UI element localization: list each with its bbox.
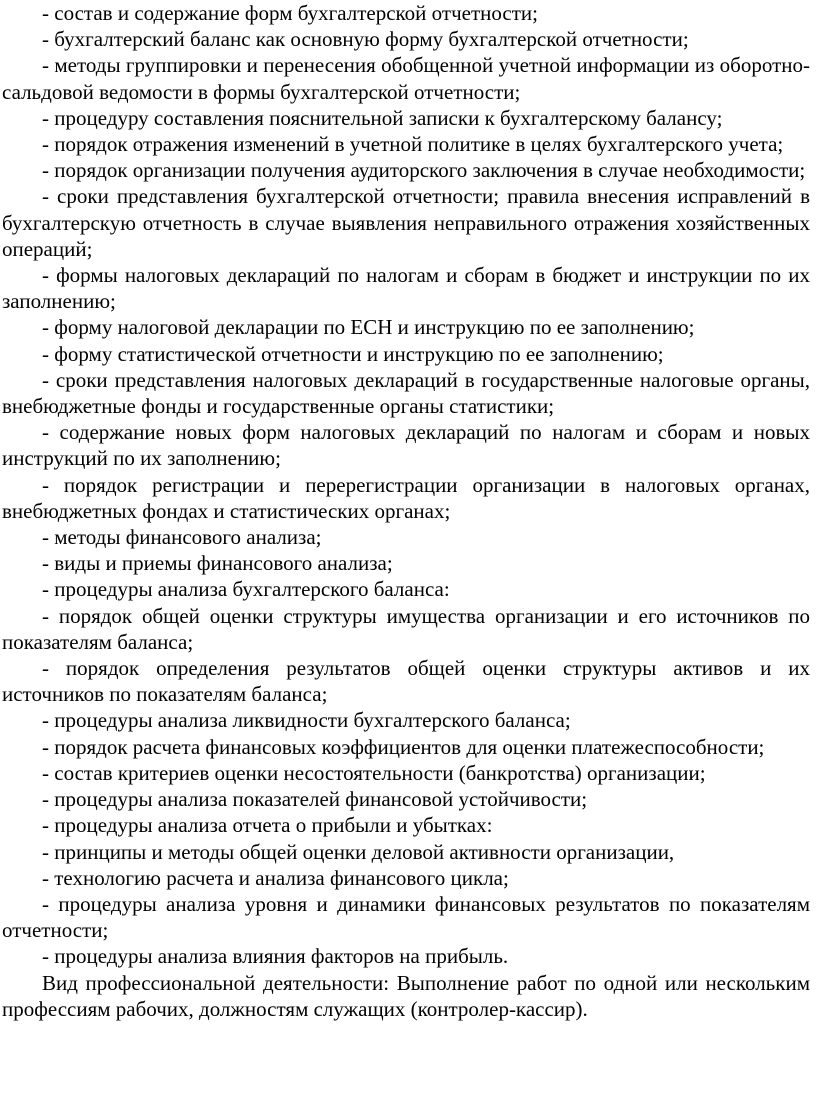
- paragraph: - состав и содержание форм бухгалтерской отчетности;: [42, 1, 538, 25]
- paragraph: - порядок регистрации и перерегистрации организации в налоговых органах, внебюджетных фондах и статистических органах;: [2, 472, 810, 523]
- activity-type-paragraph: Вид профессиональной деятельности: Выполнение работ по одной или нескольким профессиям рабочих, должностям служащих (контролер-кассир).: [2, 970, 810, 1021]
- paragraph: - сроки представления бухгалтерской отчетности; правила внесения исправлений в бухгалтерскую отчетность в случае выявления неправильного отражения хозяйственных операций;: [2, 184, 810, 261]
- paragraph: - принципы и методы общей оценки деловой активности организации,: [42, 839, 675, 864]
- paragraph: - виды и приемы финансового анализа;: [42, 551, 393, 576]
- paragraph: - процедуры анализа влияния факторов на прибыль.: [42, 944, 509, 969]
- document-body: [2, 0, 810, 1022]
- paragraph: - порядок общей оценки структуры имущества организации и его источников по показателям баланса;: [2, 603, 810, 654]
- paragraph: - состав критериев оценки несостоятельности (банкротства) организации;: [42, 760, 706, 785]
- paragraph: - порядок организации получения аудиторского заключения в случае необходимости;: [42, 158, 806, 183]
- paragraph: - формы налоговых деклараций по налогам и сборам в бюджет и инструкции по их заполнению;: [2, 263, 810, 314]
- paragraph: - бухгалтерский баланс как основную форму бухгалтерской отчетности;: [42, 27, 689, 52]
- paragraph: - порядок отражения изменений в учетной политике в целях бухгалтерского учета;: [42, 132, 784, 157]
- paragraph: - процедуры анализа ликвидности бухгалтерского баланса;: [42, 708, 571, 733]
- paragraph: - процедуры анализа бухгалтерского баланса:: [42, 577, 450, 602]
- paragraph: - технологию расчета и анализа финансового цикла;: [42, 865, 509, 890]
- paragraph: - процедуры анализа показателей финансовой устойчивости;: [42, 787, 588, 812]
- paragraph: - содержание новых форм налоговых деклараций по налогам и сборам и новых инструкций по их заполнению;: [2, 420, 810, 471]
- paragraph: - процедуры анализа уровня и динамики финансовых результатов по показателям отчетности;: [2, 891, 810, 943]
- paragraph: - порядок определения результатов общей оценки структуры активов и их источников по показателям баланса;: [2, 656, 810, 707]
- paragraph: - форму статистической отчетности и инструкцию по ее заполнению;: [42, 341, 664, 366]
- paragraph: - процедуры анализа отчета о прибыли и убытках:: [42, 813, 493, 838]
- paragraph: - порядок расчета финансовых коэффициентов для оценки платежеспособности;: [42, 734, 765, 759]
- paragraph: - методы финансового анализа;: [42, 525, 322, 550]
- paragraph: - процедуру составления пояснительной записки к бухгалтерскому балансу;: [42, 105, 723, 130]
- paragraph: - сроки представления налоговых деклараций в государственные налоговые органы, внебюджетные фонды и государственные органы статистики;: [2, 367, 810, 419]
- paragraph: - методы группировки и перенесения обобщенной учетной информации из оборотно-сальдовой ведомости в формы бухгалтерской отчетности;: [2, 53, 810, 104]
- paragraph: - форму налоговой декларации по ЕСН и инструкцию по ее заполнению;: [42, 315, 695, 340]
